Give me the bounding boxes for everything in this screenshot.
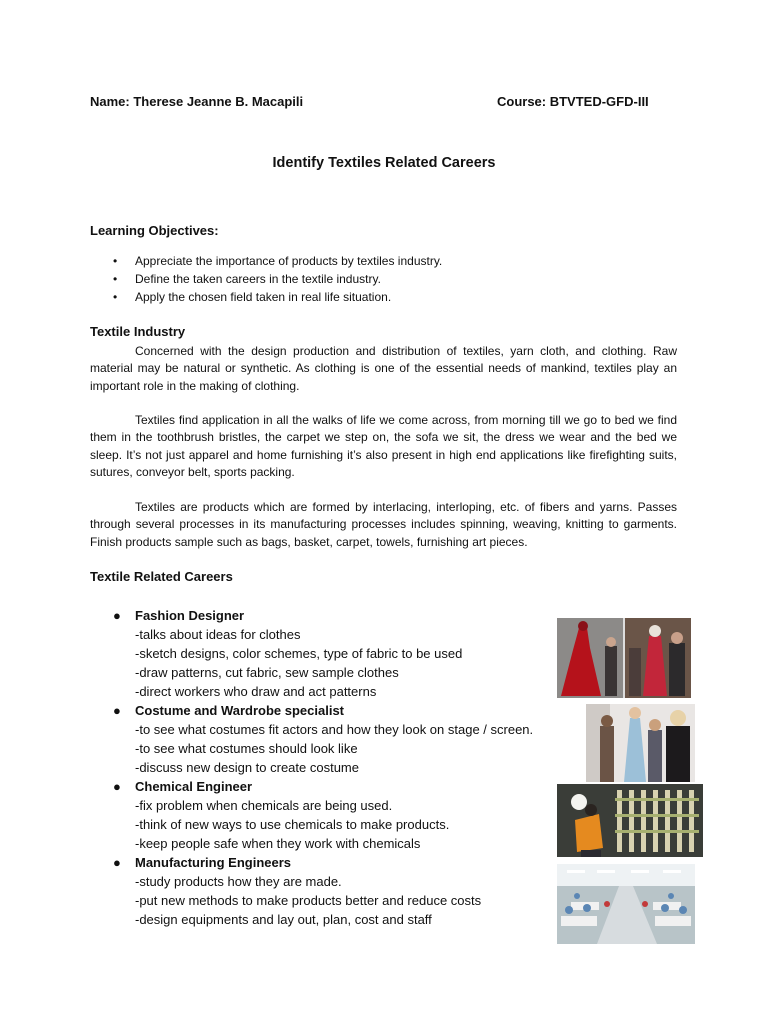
career-detail: -put new methods to make products better and reduce costs	[135, 893, 482, 908]
industry-paragraph: Concerned with the design production and distribution of textiles, yarn cloth, and clothing. Raw material may be natural or synthetic. As clothing is one of the essential needs of mankind, textiles play an important role in the making of clothing.	[90, 344, 677, 393]
bullet-icon: ●	[113, 608, 121, 623]
career-item	[90, 606, 560, 701]
bullet-icon: ●	[113, 779, 121, 794]
objectives-heading: Learning Objectives:	[90, 223, 219, 238]
career-detail: -fix problem when chemicals are being used.	[135, 798, 393, 813]
career-name: Chemical Engineer	[135, 779, 253, 794]
manufacturing-floor-photo	[557, 864, 695, 944]
career-item	[90, 701, 560, 777]
careers-heading: Textile Related Careers	[90, 569, 233, 584]
course-label: Course: BTVTED-GFD-III	[497, 94, 649, 109]
industry-paragraph: Textiles are products which are formed by interlacing, interloping, etc. of fibers and yarns. Passes through several processes in its manufacturing processes includes spinning, weaving, knitting to garments. Finish products sample such as bags, basket, carpet, towels, furnishing art pieces.	[90, 500, 677, 549]
costume-fitting-photo	[586, 704, 695, 782]
fashion-designer-photo	[557, 618, 691, 698]
career-detail: -think of new ways to use chemicals to make products.	[135, 817, 450, 832]
career-item	[90, 853, 560, 929]
career-detail: -draw patterns, cut fabric, sew sample clothes	[135, 665, 399, 680]
industry-paragraph: Textiles find application in all the walks of life we come across, from morning till we go to bed we find them in the toothbrush bristles, the carpet we step on, the sofa we sit, the dress we wear and the bed we sleep. It’s not just apparel and home furnishing it’s also present in high end applications like firefighting suits, sutures, conveyor belt, sports packing.	[90, 413, 677, 479]
career-name: Fashion Designer	[135, 608, 245, 623]
career-detail: -design equipments and lay out, plan, cost and staff	[135, 912, 432, 927]
career-detail: -talks about ideas for clothes	[135, 627, 301, 642]
career-name: Manufacturing Engineers	[135, 855, 292, 870]
career-detail: -to see what costumes fit actors and how they look on stage / screen.	[135, 722, 534, 737]
list-item: • Define the taken careers in the textile industry.	[90, 270, 442, 288]
career-detail: -discuss new design to create costume	[135, 760, 359, 775]
list-item: • Apply the chosen field taken in real life situation.	[90, 288, 442, 306]
career-item	[90, 777, 560, 853]
industry-heading: Textile Industry	[90, 324, 186, 339]
student-name: Name: Therese Jeanne B. Macapili	[90, 94, 304, 109]
bullet-icon: ●	[113, 855, 121, 870]
objectives-list	[90, 252, 442, 306]
career-detail: -sketch designs, color schemes, type of fabric to be used	[135, 646, 463, 661]
careers-list	[90, 606, 560, 929]
bullet-icon: ●	[113, 703, 121, 718]
career-detail: -to see what costumes should look like	[135, 741, 358, 756]
chemical-engineer-photo	[557, 784, 703, 857]
list-item: • Appreciate the importance of products by textiles industry.	[90, 252, 442, 270]
career-detail: -direct workers who draw and act patterns	[135, 684, 377, 699]
document-title: Identify Textiles Related Careers	[272, 155, 496, 171]
career-detail: -study products how they are made.	[135, 874, 342, 889]
career-detail: -keep people safe when they work with chemicals	[135, 836, 421, 851]
career-name: Costume and Wardrobe specialist	[135, 703, 345, 718]
